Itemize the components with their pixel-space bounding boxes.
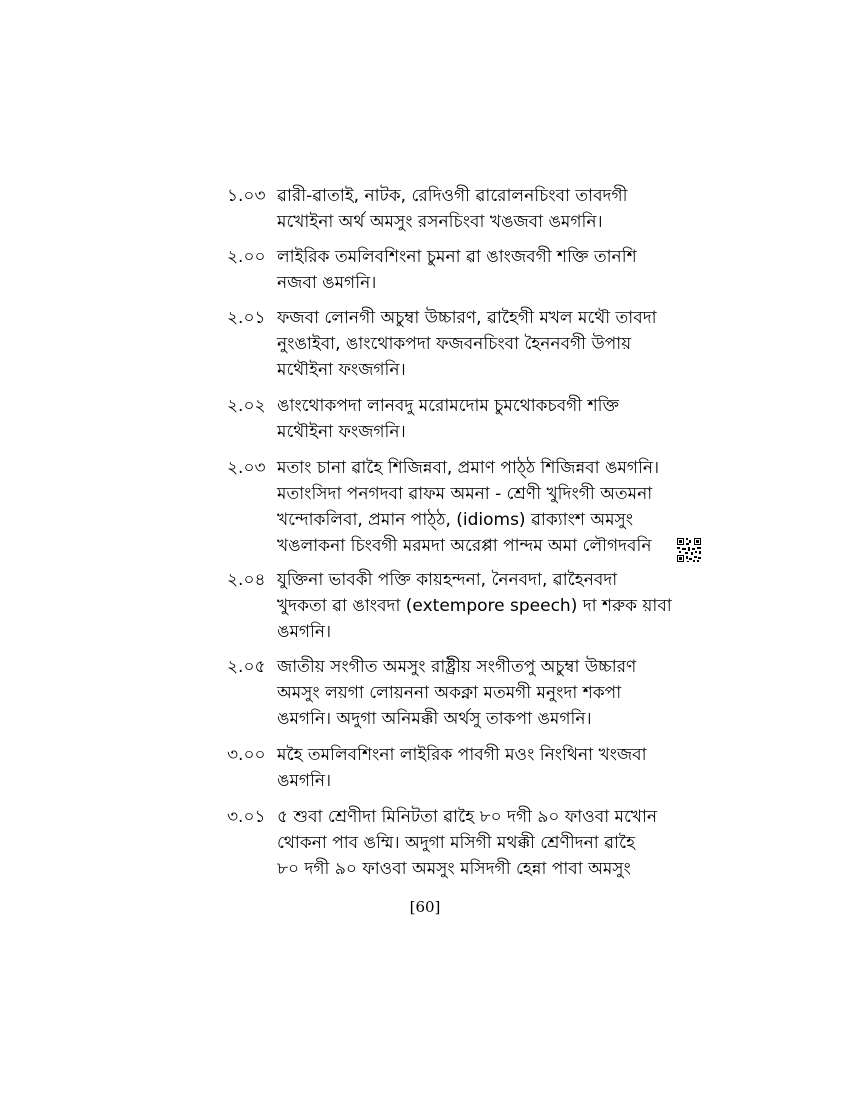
- item-line: ঙমগনি। অদুগা অনিমক্কী অর্থসু তাকপা ঙমগনি।: [277, 709, 592, 729]
- item-line: মহৈ তমলিবশিংনা লাইরিক পাবগী মওং নিংথিনা খংজবা: [277, 745, 647, 765]
- item-line: মতাং চানা ৱাহৈ শিজিন্নবা, প্রমাণ পাঠ্ঠ শিজিন্নবা ঙমগনি।: [277, 458, 660, 478]
- qr-code-icon: [676, 537, 702, 563]
- item-line: মখোইনা অর্থ অমসুং রসনচিংবা খঙজবা ঙমগনি।: [277, 212, 603, 232]
- item-line: যুক্তিনা ভাবকী পক্তি কায়হন্দনা, নৈনবদা, ৱাহৈনবদা: [277, 570, 618, 590]
- item-text: [277, 654, 637, 732]
- item-line: ৱারী-ৱাতাই, নাটক, রেদিওগী ৱারোলনচিংবা তাবদগী: [277, 186, 628, 206]
- item-number: ২.০০: [227, 247, 266, 267]
- list-item: [227, 393, 627, 445]
- item-line: খন্দোকলিবা, প্রমান পাঠ্ঠ, (idioms) ৱাক্যাংশ অমসুং: [277, 510, 634, 530]
- list-item: [227, 455, 660, 559]
- list-item: [227, 567, 672, 645]
- item-line: নজবা ঙমগনি।: [277, 273, 377, 293]
- item-line: ঙমগনি।: [277, 622, 332, 642]
- list-item: [227, 742, 647, 794]
- item-line: ঙমগনি।: [277, 771, 332, 791]
- item-number: ২.০২: [227, 396, 266, 416]
- item-text: [277, 393, 627, 445]
- item-number: ৩.০০: [227, 745, 266, 765]
- item-line: ৫ শুবা শ্রেণীদা মিনিটতা ৱাহৈ ৮০ দগী ৯০ ফাওবা মখোন: [277, 807, 658, 827]
- item-line: অমসুং লয়গা লোয়ননা অকক্না মতমগী মনুংদা শকপা: [277, 683, 622, 703]
- item-text: [277, 244, 637, 296]
- item-number: ৩.০১: [227, 807, 266, 827]
- item-line: মথৌইনা ফংজগনি।: [277, 422, 406, 442]
- item-line: থোকনা পাব ঙম্মি। অদুগা মসিগী মথক্কী শ্রেণীদনা ৱাহৈ: [277, 833, 636, 853]
- item-text: [277, 183, 627, 235]
- item-number: ১.০৩: [227, 186, 266, 206]
- item-line: ফজবা লোনগী অচুম্বা উচ্চারণ, ৱাহৈগী মখল মথৌ তাবদা: [277, 308, 657, 328]
- item-text: [277, 804, 658, 882]
- list-item: [227, 244, 637, 296]
- item-line: খঙলাকনা চিংবগী মরমদা অরেপ্পা পান্দম অমা লৌগদবনি: [277, 536, 652, 556]
- item-text: [277, 455, 660, 559]
- item-line: লাইরিক তমলিবশিংনা চুমনা ৱা ঙাংজবগী শক্তি তানশি: [277, 247, 637, 267]
- item-text: [277, 567, 672, 645]
- item-number: ২.০৩: [227, 458, 266, 478]
- item-line: ঙাংথোকপদা লানবদু মরোমদোম চুমথোকচবগী শক্তি: [277, 396, 620, 416]
- page-number: [60]: [409, 898, 441, 916]
- list-item: [227, 804, 658, 882]
- item-line: খুদকতা ৱা ঙাংবদা (extempore speech) দা শরুক য়াবা: [277, 596, 672, 616]
- item-number: ২.০৫: [227, 657, 266, 677]
- item-text: [277, 305, 657, 383]
- item-number: ২.০৪: [227, 570, 266, 590]
- list-item: [227, 305, 657, 383]
- item-number: ২.০১: [227, 308, 266, 328]
- item-line: নুংঙাইবা, ঙাংথোকপদা ফজবনচিংবা হৈননবগী উপায়: [277, 334, 632, 354]
- item-line: জাতীয় সংগীত অমসুং রাষ্ট্রীয় সংগীতপু অচুম্বা উচ্চারণ: [277, 657, 637, 677]
- list-item: [227, 654, 637, 732]
- item-line: মথৌইনা ফংজগনি।: [277, 360, 406, 380]
- list-item: [227, 183, 627, 235]
- item-line: মতাংসিদা পনগদবা ৱাফম অমনা - শ্রেণী খুদিংগী অতমনা: [277, 484, 653, 504]
- item-text: [277, 742, 647, 794]
- item-line: ৮০ দগী ৯০ ফাওবা অমসুং মসিদগী হেন্না পাবা অমসুং: [277, 859, 631, 879]
